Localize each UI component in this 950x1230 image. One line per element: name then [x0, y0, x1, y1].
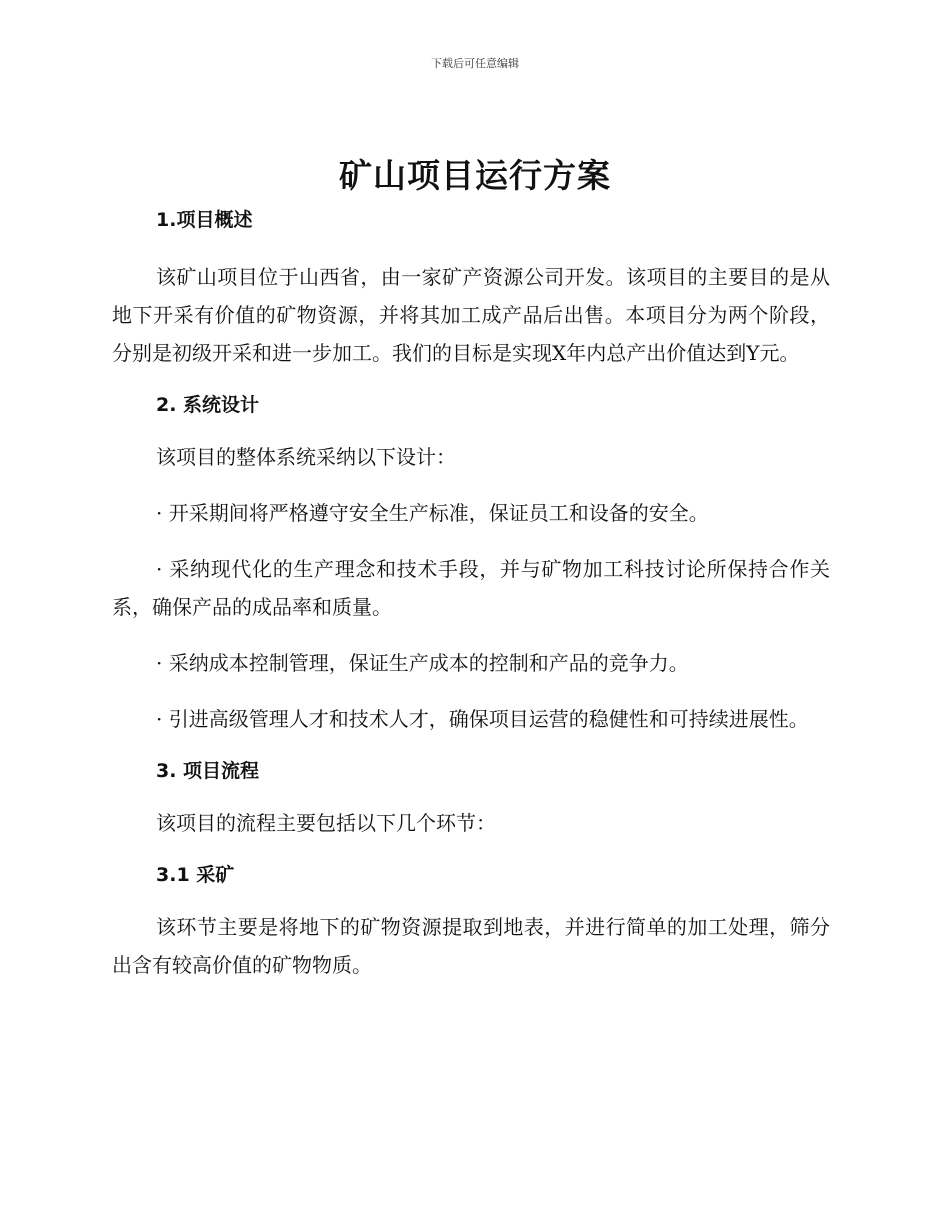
system-design-bullet-3: · 采纳成本控制管理，保证生产成本的控制和产品的竞争力。	[156, 651, 689, 675]
mining-paragraph: 该环节主要是将地下的矿物资源提取到地表，并进行简单的加工处理，筛分出含有较高价值的矿物物质。	[112, 915, 830, 977]
section-heading-overview: 1.项目概述	[156, 209, 253, 231]
system-design-intro: 该项目的整体系统采纳以下设计：	[156, 445, 456, 469]
subsection-heading-mining: 3.1 采矿	[156, 864, 235, 886]
system-design-bullet-2: · 采纳现代化的生产理念和技术手段，并与矿物加工科技讨论所保持合作关系，确保产品的成品率和质量。	[112, 557, 830, 619]
section-heading-system-design: 2. 系统设计	[156, 394, 260, 416]
header-note: 下载后可任意编辑	[431, 57, 519, 70]
section-heading-process: 3. 项目流程	[156, 760, 260, 782]
document-body	[112, 205, 830, 984]
system-design-bullet-1: · 开采期间将严格遵守安全生产标准，保证员工和设备的安全。	[156, 501, 709, 525]
system-design-bullet-4: · 引进高级管理人才和技术人才，确保项目运营的稳健性和可持续进展性。	[156, 707, 809, 731]
document-title: 矿山项目运行方案	[339, 156, 611, 195]
process-intro: 该项目的流程主要包括以下几个环节：	[156, 811, 496, 835]
overview-paragraph: 该矿山项目位于山西省，由一家矿产资源公司开发。该项目的主要目的是从地下开采有价值的矿物资源，并将其加工成产品后出售。本项目分为两个阶段，分别是初级开采和进一步加工。我们的目标是实现X年内总产出价值达到Y元。	[112, 265, 830, 365]
